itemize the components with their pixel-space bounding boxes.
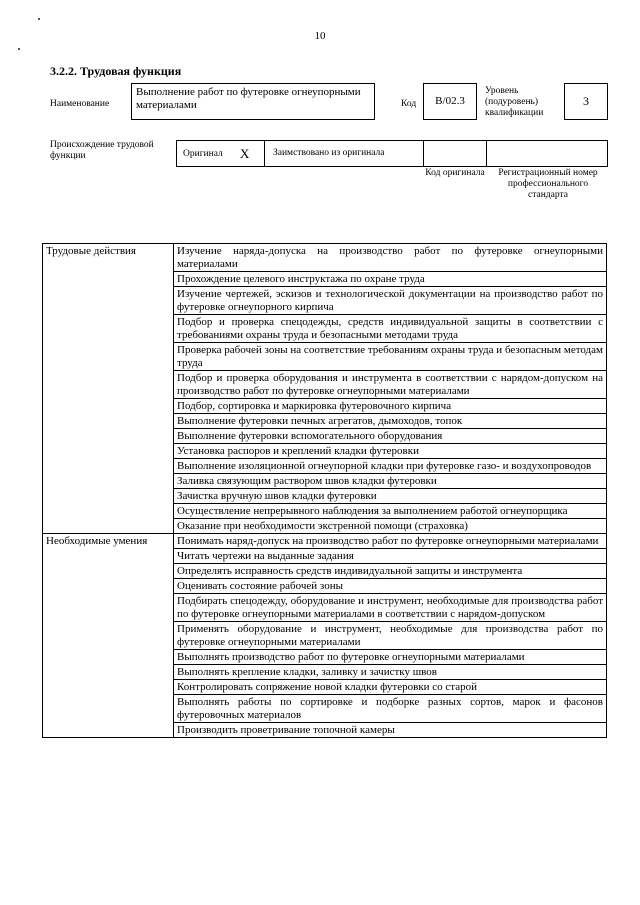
item-text: Читать чертежи на выданные задания: [177, 550, 354, 562]
item-text: Проверка рабочей зоны на соответствие требованиям охраны труда и безопасным методам труда: [177, 344, 603, 369]
code-value: В/02.3: [435, 95, 465, 107]
name-label: Наименование: [50, 99, 110, 109]
table-cell-item: [174, 244, 607, 272]
table-cell-item: [174, 549, 607, 564]
table-cell-item: [174, 534, 607, 549]
table-cell-item: [174, 579, 607, 594]
origin-code-caption: Код оригинала: [425, 168, 485, 178]
table-cell-item: [174, 459, 607, 474]
item-text: Изучение чертежей, эскизов и технологической документации на производство работ по футеровке огнеупорного кирпича: [177, 288, 603, 313]
table-cell-item: [174, 474, 607, 489]
origin-original-cell: [176, 140, 265, 167]
table-row: [43, 534, 607, 549]
code-label: Код: [401, 99, 417, 109]
original-mark: X: [240, 146, 250, 161]
section-category: Необходимые умения: [43, 534, 174, 738]
original-label: Оригинал: [183, 149, 223, 159]
table-cell-item: [174, 371, 607, 399]
table-cell-item: [174, 489, 607, 504]
level-value-box: [564, 83, 608, 120]
table-cell-item: [174, 680, 607, 695]
table-cell-item: [174, 594, 607, 622]
table-cell-item: [174, 564, 607, 579]
item-text: Выполнять работы по сортировке и подборке разных сортов, марок и фасонов футеровочных материалов: [177, 696, 603, 721]
item-text: Зачистка вручную швов кладки футеровки: [177, 490, 377, 502]
scan-speck: [18, 48, 20, 50]
item-text: Производить проветривание топочной камеры: [177, 724, 395, 736]
table-cell-item: [174, 287, 607, 315]
scan-speck: [38, 18, 40, 20]
item-text: Оказание при необходимости экстренной помощи (страховка): [177, 520, 468, 532]
item-text: Выполнять производство работ по футеровке огнеупорными материалами: [177, 651, 525, 663]
table-cell-item: [174, 665, 607, 680]
table-cell-item: [174, 504, 607, 519]
table-cell-item: [174, 315, 607, 343]
table-cell-item: [174, 723, 607, 738]
level-label: Уровень (подуровень) квалификации: [485, 86, 544, 118]
borrowed-label: Заимствовано из оригинала: [273, 148, 385, 158]
section-title: 3.2.2. Трудовая функция: [50, 64, 182, 78]
table-cell-item: [174, 414, 607, 429]
item-text: Понимать наряд-допуск на производство работ по футеровке огнеупорными материалами: [177, 535, 599, 547]
table-cell-item: [174, 519, 607, 534]
table-cell-item: [174, 650, 607, 665]
item-text: Заливка связующим раствором швов кладки футеровки: [177, 475, 437, 487]
name-value-box: [131, 83, 375, 120]
name-value: Выполнение работ по футеровке огнеупорными материалами: [136, 86, 361, 111]
table-cell-item: [174, 429, 607, 444]
item-text: Подбор и проверка спецодежды, средств индивидуальной защиты в соответствии с требованиями охраны труда и безопасными методами труда: [177, 316, 603, 341]
table-cell-item: [174, 444, 607, 459]
page-number: 10: [314, 30, 326, 42]
item-text: Выполнение футеровки вспомогательного оборудования: [177, 430, 443, 442]
table-cell-item: [174, 695, 607, 723]
item-text: Изучение наряда-допуска на производство работ по футеровке огнеупорными материалами: [177, 245, 603, 270]
item-text: Оценивать состояние рабочей зоны: [177, 580, 343, 592]
item-text: Осуществление непрерывного наблюдения за выполнением работой огнеупорщика: [177, 505, 568, 517]
item-text: Прохождение целевого инструктажа по охране труда: [177, 273, 425, 285]
functions-table: [42, 243, 607, 738]
level-value: 3: [583, 94, 589, 108]
origin-label: Происхождение трудовой функции: [50, 140, 154, 161]
table-cell-item: [174, 399, 607, 414]
item-text: Определять исправность средств индивидуальной защиты и инструмента: [177, 565, 523, 577]
table-cell-item: [174, 622, 607, 650]
table-cell-item: [174, 343, 607, 371]
table-row: [43, 244, 607, 272]
item-text: Выполнение футеровки печных агрегатов, дымоходов, топок: [177, 415, 463, 427]
item-text: Подбирать спецодежду, оборудование и инструмент, необходимые для производства работ по футеровке огнеупорными материалами в соответствии с нарядом-допуском: [177, 595, 603, 620]
item-text: Контролировать сопряжение новой кладки футеровки со старой: [177, 681, 478, 693]
item-text: Подбор, сортировка и маркировка футеровочного кирпича: [177, 400, 452, 412]
item-text: Установка распоров и креплений кладки футеровки: [177, 445, 419, 457]
origin-code-cell: [423, 140, 487, 167]
item-text: Выполнение изоляционной огнеупорной кладки при футеровке газо- и воздухопроводов: [177, 460, 592, 472]
item-text: Подбор и проверка оборудования и инструмента в соответствии с нарядом-допуском на производство работ по футеровке огнеупорными материалами: [177, 372, 603, 397]
code-value-box: [423, 83, 477, 120]
origin-reg-caption: Регистрационный номер профессионального стандарта: [498, 168, 598, 200]
item-text: Применять оборудование и инструмент, необходимые для производства работ по футеровке огнеупорными материалами: [177, 623, 603, 648]
item-text: Выполнять крепление кладки, заливку и зачистку швов: [177, 666, 437, 678]
section-category: Трудовые действия: [43, 244, 174, 534]
table-cell-item: [174, 272, 607, 287]
